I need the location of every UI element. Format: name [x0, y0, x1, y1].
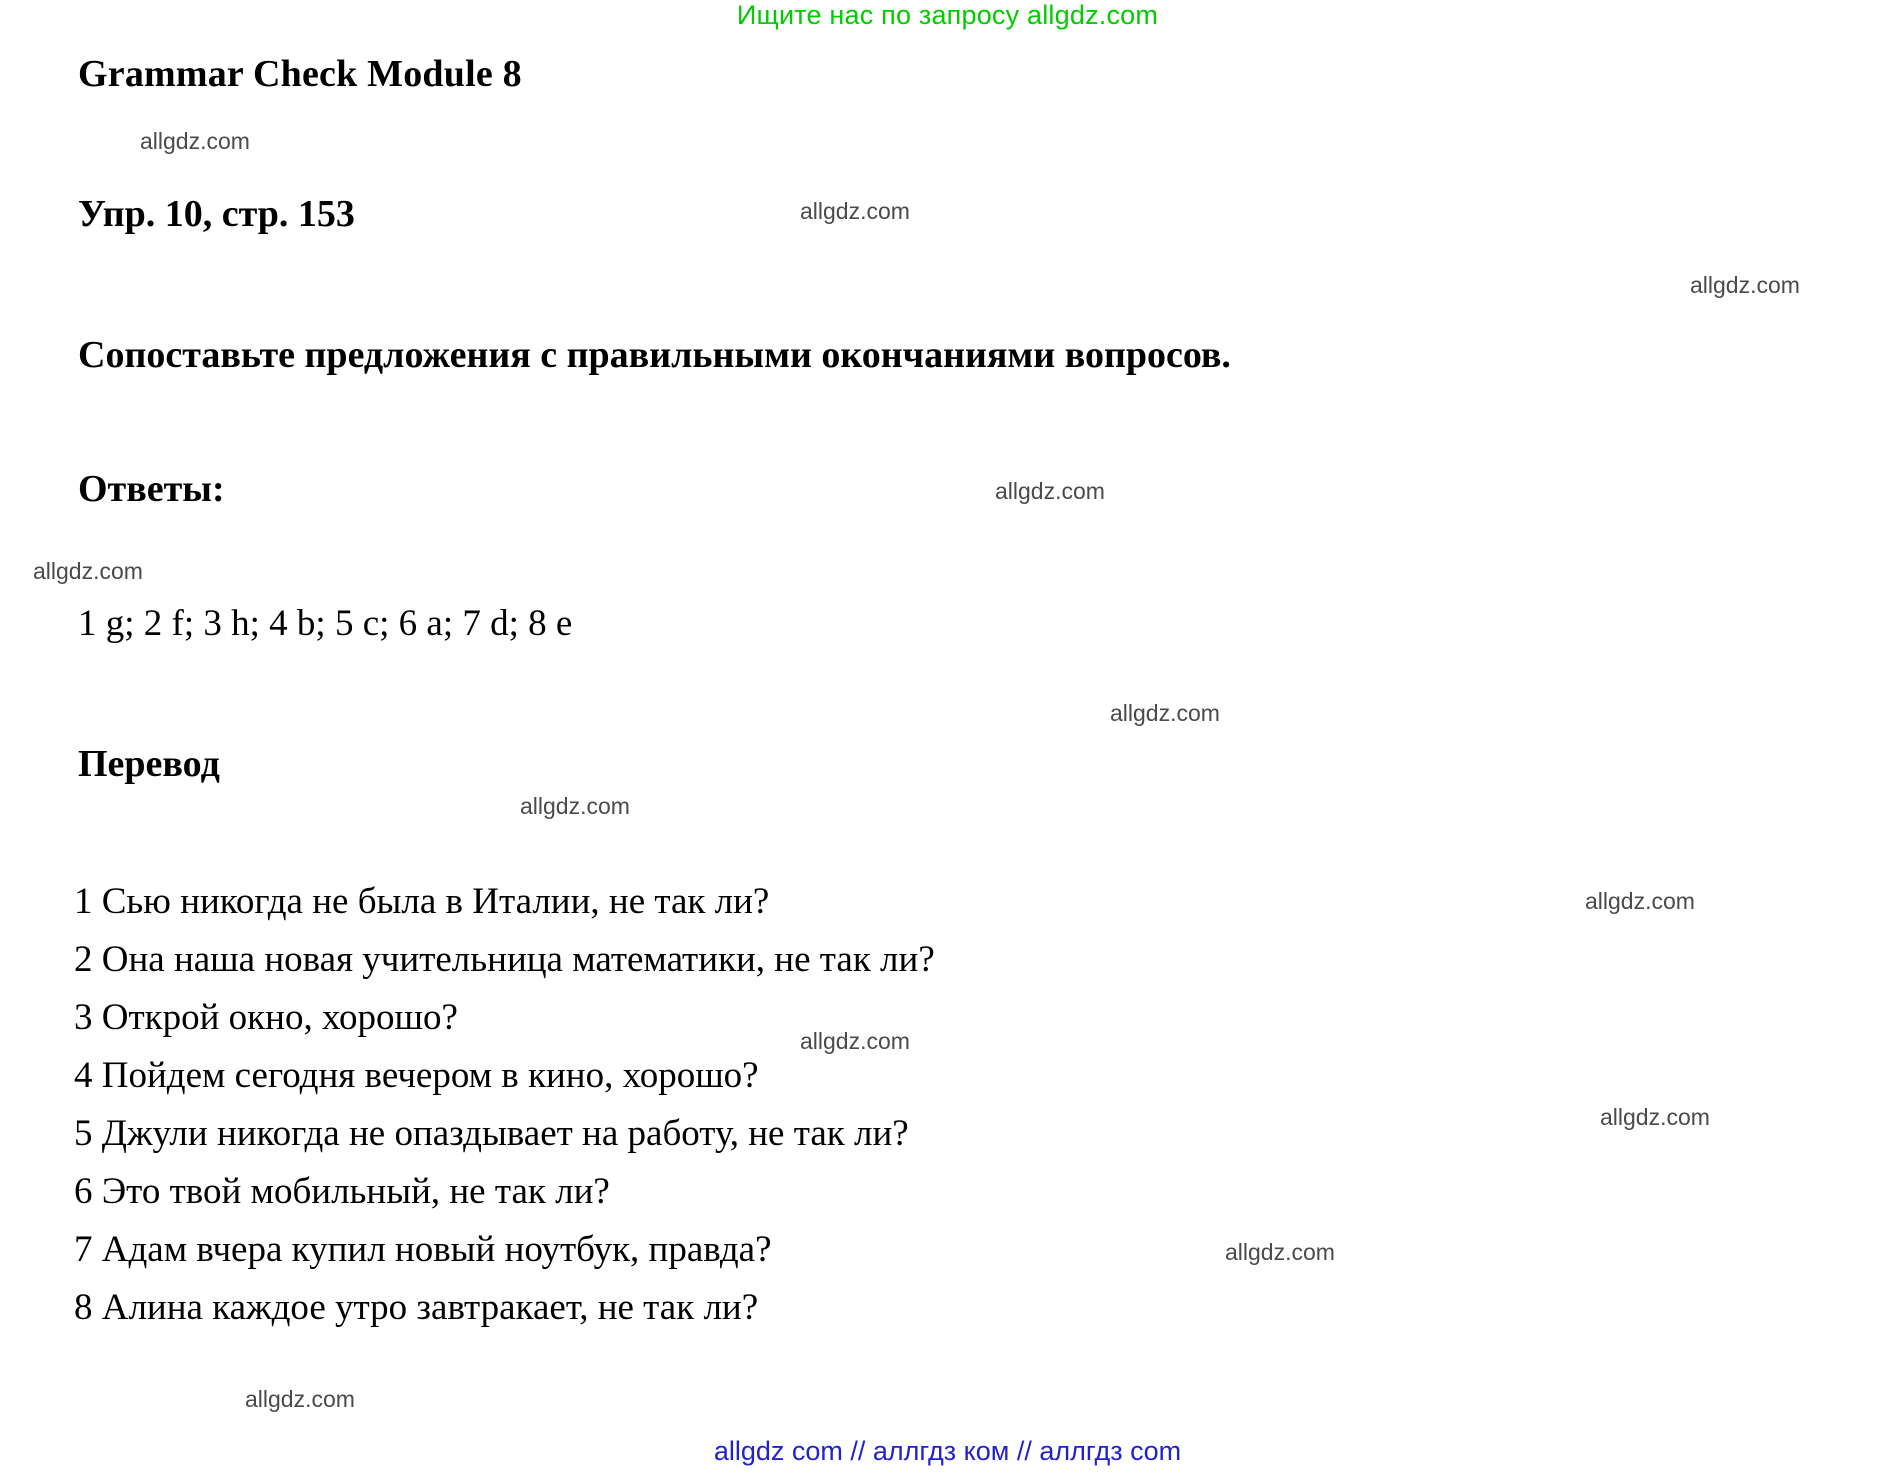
watermark: allgdz.com [1690, 272, 1800, 298]
watermark: allgdz.com [800, 198, 910, 224]
page-title: Grammar Check Module 8 [78, 53, 522, 95]
answers-heading: Ответы: [78, 468, 225, 510]
list-item: 2 Она наша новая учительница математики, не так ли? [74, 939, 935, 980]
watermark: allgdz.com [800, 1028, 910, 1054]
list-item: 8 Алина каждое утро завтракает, не так ли? [74, 1287, 759, 1328]
list-item: 7 Адам вчера купил новый ноутбук, правда? [74, 1229, 772, 1270]
translation-list [74, 873, 1574, 1337]
watermark: allgdz.com [1110, 700, 1220, 726]
watermark: allgdz.com [1225, 1239, 1335, 1265]
exercise-heading: Упр. 10, стр. 153 [78, 193, 355, 235]
list-item: 6 Это твой мобильный, не так ли? [74, 1171, 610, 1212]
watermark: allgdz.com [1585, 888, 1695, 914]
promo-banner: Ищите нас по запросу allgdz.com [736, 0, 1159, 30]
watermark: allgdz.com [33, 558, 143, 584]
list-item: 3 Открой окно, хорошо? [74, 997, 458, 1038]
list-item: 4 Пойдем сегодня вечером в кино, хорошо? [74, 1055, 759, 1096]
list-item: 5 Джули никогда не опаздывает на работу, не так ли? [74, 1113, 909, 1154]
watermark: allgdz.com [520, 793, 630, 819]
list-item: 1 Сью никогда не была в Италии, не так ли? [74, 881, 770, 922]
answers-text: 1 g; 2 f; 3 h; 4 b; 5 c; 6 a; 7 d; 8 e [78, 603, 573, 644]
watermark: allgdz.com [1600, 1104, 1710, 1130]
watermark: allgdz.com [140, 128, 250, 154]
watermark: allgdz.com [995, 478, 1105, 504]
footer-text: allgdz com // аллгдз ком // аллгдз com [713, 1436, 1182, 1466]
translation-heading: Перевод [78, 743, 220, 785]
task-instruction: Сопоставьте предложения с правильными окончаниями вопросов. [78, 334, 1231, 376]
watermark: allgdz.com [245, 1386, 355, 1412]
